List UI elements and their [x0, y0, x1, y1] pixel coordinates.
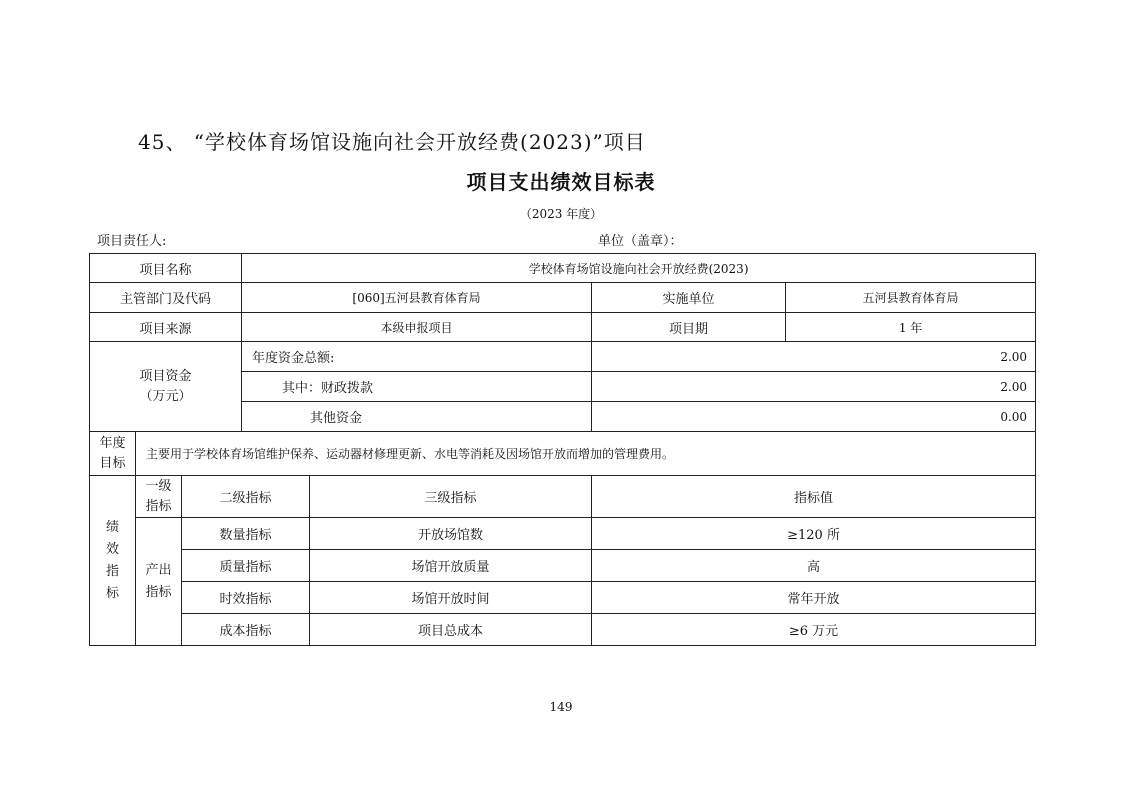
fund-other-value: 0.00 — [592, 402, 1036, 432]
indicator-value: 常年开放 — [592, 582, 1036, 614]
perf-char: 指 — [105, 563, 119, 579]
indicator-value: ≥6 万元 — [592, 614, 1036, 646]
performance-indicator-label — [90, 476, 136, 646]
table-row — [90, 550, 1036, 582]
department-value: [060]五河县教育体育局 — [242, 283, 592, 313]
project-fund-label — [90, 342, 242, 432]
implementing-unit-label: 实施单位 — [592, 283, 786, 313]
implementing-unit-value: 五河县教育体育局 — [786, 283, 1036, 313]
indicator-level3: 开放场馆数 — [310, 518, 592, 550]
level2-header: 二级指标 — [182, 476, 310, 518]
indicator-level2: 数量指标 — [182, 518, 310, 550]
level1-header-line1: 一级 — [145, 478, 172, 494]
project-fund-label-line2: （万元） — [139, 388, 192, 404]
table-row — [90, 614, 1036, 646]
indicator-level3: 场馆开放质量 — [310, 550, 592, 582]
row-department — [90, 283, 1036, 313]
page-title: 项目支出绩效目标表 — [466, 170, 656, 194]
project-name-value: 学校体育场馆设施向社会开放经费(2023) — [242, 254, 1036, 283]
fund-fiscal-value: 2.00 — [592, 372, 1036, 402]
annual-goal-label-line2: 目标 — [99, 455, 126, 471]
fund-other-label: 其他资金 — [242, 402, 592, 432]
perf-char: 效 — [105, 541, 119, 557]
page-number: 149 — [549, 700, 573, 714]
project-fund-label-line1: 项目资金 — [139, 368, 192, 384]
indicator-level2: 成本指标 — [182, 614, 310, 646]
annual-goal-label — [90, 432, 136, 476]
row-source — [90, 313, 1036, 342]
fund-total-value: 2.00 — [592, 342, 1036, 372]
indicator-level3: 场馆开放时间 — [310, 582, 592, 614]
annual-goal-value: 主要用于学校体育场馆维护保养、运动器材修理更新、水电等消耗及因场馆开放而增加的管理费用。 — [136, 432, 1036, 476]
output-indicator-label — [136, 518, 182, 646]
fund-total-label: 年度资金总额: — [242, 342, 592, 372]
indicator-level3: 项目总成本 — [310, 614, 592, 646]
performance-target-table — [89, 253, 1036, 646]
output-label-line2: 指标 — [145, 584, 172, 600]
row-fund-total — [90, 342, 1036, 372]
perf-char: 标 — [105, 585, 119, 601]
perf-char: 绩 — [105, 519, 119, 535]
responsible-person-label: 项目责任人: — [97, 234, 167, 249]
indicator-value: ≥120 所 — [592, 518, 1036, 550]
annual-goal-label-line1: 年度 — [99, 435, 126, 451]
level3-header: 三级指标 — [310, 476, 592, 518]
project-period-value: 1 年 — [786, 313, 1036, 342]
fund-fiscal-label: 其中：财政拨款 — [242, 372, 592, 402]
section-heading: 45、 “学校体育场馆设施向社会开放经费(2023)”项目 — [138, 130, 646, 154]
row-indicator-header — [90, 476, 1036, 518]
table-row — [90, 582, 1036, 614]
value-header: 指标值 — [592, 476, 1036, 518]
department-label: 主管部门及代码 — [90, 283, 242, 313]
table-row — [90, 518, 1036, 550]
row-project-name — [90, 254, 1036, 283]
row-annual-goal — [90, 432, 1036, 476]
level1-header-line2: 指标 — [145, 498, 172, 514]
indicator-level2: 时效指标 — [182, 582, 310, 614]
project-source-label: 项目来源 — [90, 313, 242, 342]
indicator-level2: 质量指标 — [182, 550, 310, 582]
project-name-label: 项目名称 — [90, 254, 242, 283]
project-source-value: 本级申报项目 — [242, 313, 592, 342]
year-label: （2023 年度） — [519, 207, 603, 221]
level1-header — [136, 476, 182, 518]
indicator-value: 高 — [592, 550, 1036, 582]
project-period-label: 项目期 — [592, 313, 786, 342]
unit-seal-label: 单位（盖章）： — [598, 234, 683, 249]
output-label-line1: 产出 — [145, 562, 172, 578]
